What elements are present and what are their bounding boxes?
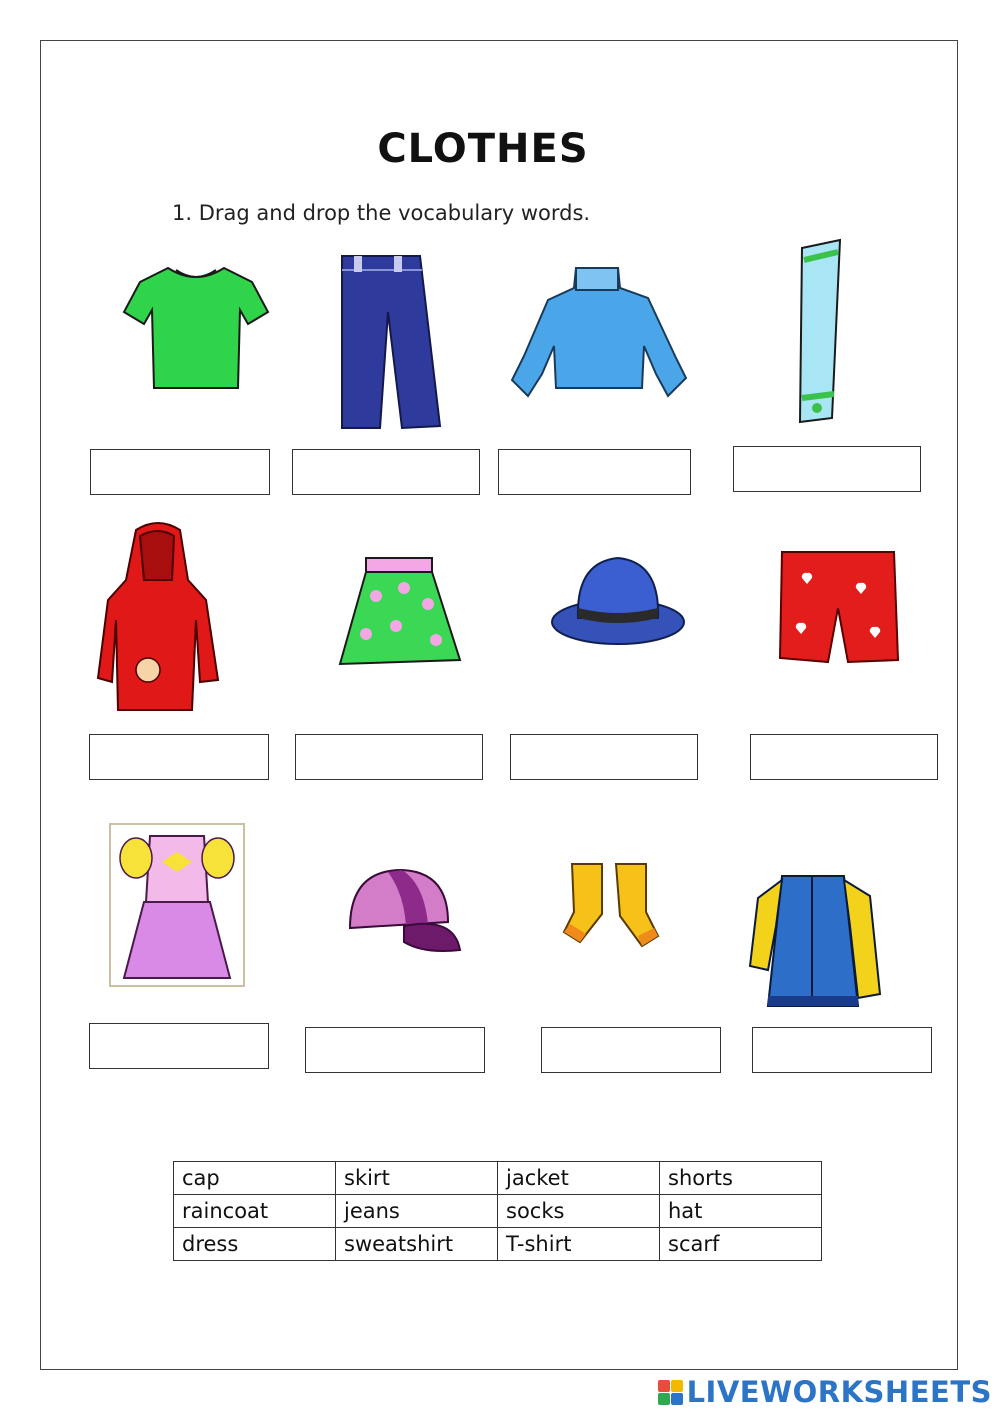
word-bank (173, 1161, 822, 1261)
answer-box-11[interactable] (541, 1027, 721, 1073)
liveworksheets-logo[interactable] (658, 1375, 992, 1409)
answer-box-12[interactable] (752, 1027, 932, 1073)
word-card[interactable]: jacket (498, 1162, 660, 1195)
logo-tile (658, 1393, 670, 1405)
logo-tile (671, 1380, 683, 1392)
skirt-icon (336, 556, 464, 670)
answer-box-5[interactable] (89, 734, 269, 780)
word-card[interactable]: scarf (660, 1228, 822, 1261)
logo-text: LIVEWORKSHEETS (686, 1375, 992, 1409)
dress-icon (108, 822, 246, 988)
word-bank-row (174, 1228, 822, 1261)
socks-icon (560, 860, 662, 952)
answer-box-8[interactable] (750, 734, 938, 780)
word-card[interactable]: jeans (336, 1195, 498, 1228)
word-bank-row (174, 1195, 822, 1228)
word-card[interactable]: skirt (336, 1162, 498, 1195)
sweater-icon (508, 262, 690, 402)
sweatshirt-icon (96, 520, 220, 718)
jacket-icon (746, 866, 882, 1012)
worksheet-title: CLOTHES (377, 126, 589, 172)
answer-box-3[interactable] (498, 449, 691, 495)
shorts-icon (776, 548, 900, 666)
cap-icon (344, 864, 462, 956)
word-card[interactable]: dress (174, 1228, 336, 1261)
word-card[interactable]: raincoat (174, 1195, 336, 1228)
jeans-icon (336, 252, 444, 432)
t-shirt-icon (120, 262, 272, 392)
word-card[interactable]: T-shirt (498, 1228, 660, 1261)
word-card[interactable]: cap (174, 1162, 336, 1195)
word-card[interactable]: socks (498, 1195, 660, 1228)
answer-box-2[interactable] (292, 449, 480, 495)
answer-box-6[interactable] (295, 734, 483, 780)
instruction-text: 1. Drag and drop the vocabulary words. (172, 201, 591, 225)
scarf-icon (790, 238, 860, 430)
word-card[interactable]: sweatshirt (336, 1228, 498, 1261)
hat-icon (548, 552, 688, 648)
word-bank-row (174, 1162, 822, 1195)
word-card[interactable]: shorts (660, 1162, 822, 1195)
answer-box-10[interactable] (305, 1027, 485, 1073)
answer-box-4[interactable] (733, 446, 921, 492)
answer-box-7[interactable] (510, 734, 698, 780)
logo-tile (671, 1393, 683, 1405)
logo-badge-icon (658, 1380, 683, 1405)
logo-tile (658, 1380, 670, 1392)
word-card[interactable]: hat (660, 1195, 822, 1228)
answer-box-9[interactable] (89, 1023, 269, 1069)
answer-box-1[interactable] (90, 449, 270, 495)
